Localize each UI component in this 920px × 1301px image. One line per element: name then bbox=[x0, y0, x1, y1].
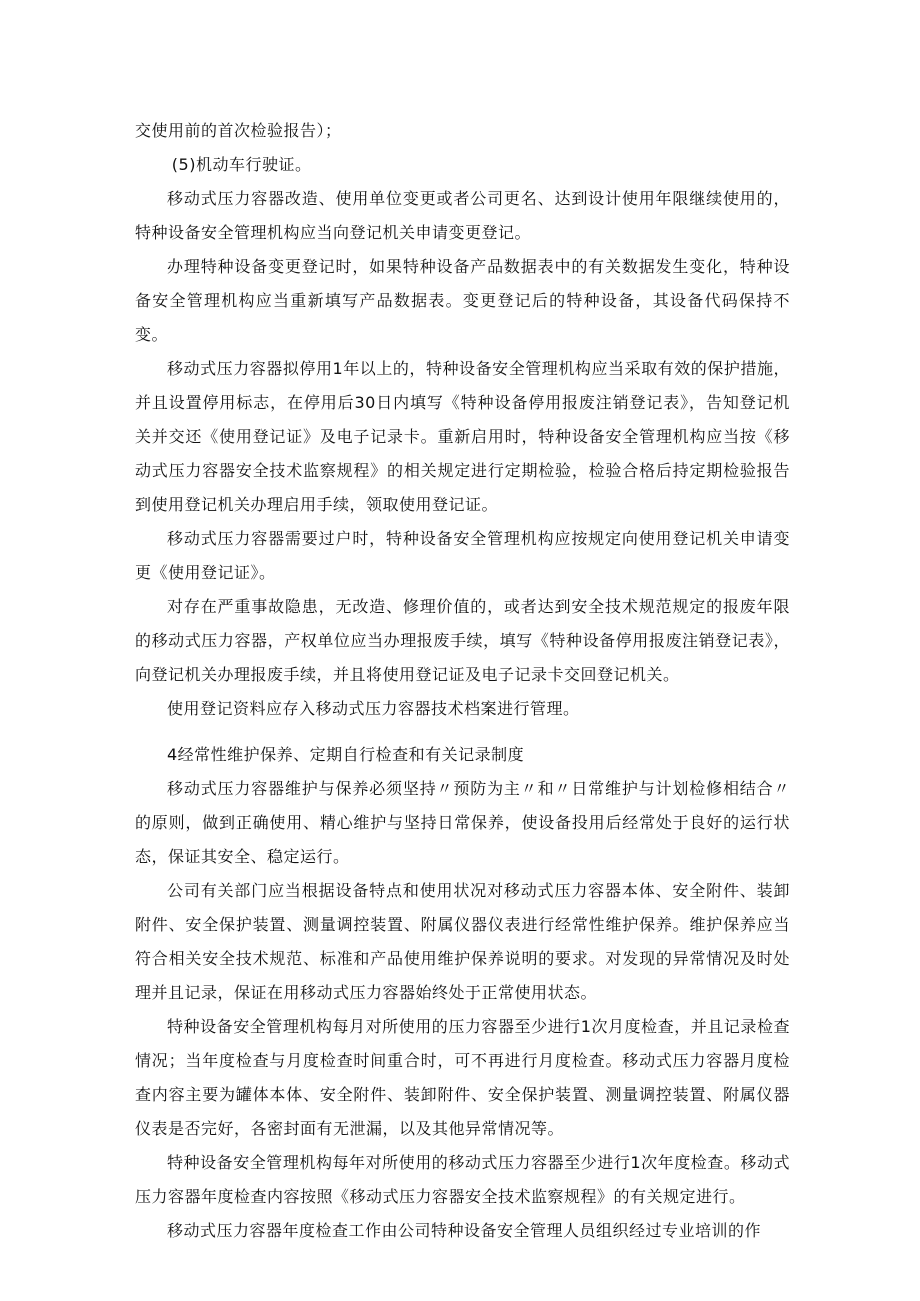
paragraph: 移动式压力容器维护与保养必须坚持〃预防为主〃和〃日常维护与计划检修相结合〃的原则，做到正确使用、精心维护与坚持日常保养，使设备投用后经常处于良好的运行状态，保证其安全、稳定运行。 bbox=[135, 779, 790, 866]
paragraph: 对存在严重事故隐患，无改造、修理价值的，或者达到安全技术规范规定的报废年限的移动式压力容器，产权单位应当办理报废手续，填写《特种设备停用报废注销登记表》，向登记机关办理报废手续，并且将使用登记证及电子记录卡交回登记机关。 bbox=[135, 597, 790, 684]
paragraph: 交使用前的首次检验报告）； bbox=[135, 121, 342, 140]
list-item-vehicle-license: (5)机动车行驶证。 bbox=[171, 155, 312, 174]
paragraph: 移动式压力容器改造、使用单位变更或者公司更名、达到设计使用年限继续使用的，特种设备安全管理机构应当向登记机关申请变更登记。 bbox=[135, 189, 790, 242]
section-heading: 4经常性维护保养、定期自行检查和有关记录制度 bbox=[167, 745, 525, 764]
paragraph: 特种设备安全管理机构每月对所使用的压力容器至少进行1次月度检查，并且记录检查情况；当年度检查与月度检查时间重合时，可不再进行月度检查。移动式压力容器月度检查内容主要为罐体本体、安全附件、装卸附件、安全保护装置、测量调控装置、附属仪器仪表是否完好，各密封面有无泄漏，以及其他异常情况等。 bbox=[135, 1017, 790, 1138]
paragraph: 移动式压力容器需要过户时，特种设备安全管理机构应按规定向使用登记机关申请变更《使用登记证》。 bbox=[135, 529, 790, 582]
paragraph: 办理特种设备变更登记时，如果特种设备产品数据表中的有关数据发生变化，特种设备安全管理机构应当重新填写产品数据表。变更登记后的特种设备，其设备代码保持不变。 bbox=[135, 257, 790, 344]
document-body bbox=[135, 114, 790, 1248]
paragraph: 使用登记资料应存入移动式压力容器技术档案进行管理。 bbox=[167, 699, 580, 718]
paragraph: 特种设备安全管理机构每年对所使用的移动式压力容器至少进行1次年度检查。移动式压力容器年度检查内容按照《移动式压力容器安全技术监察规程》的有关规定进行。 bbox=[135, 1153, 790, 1206]
paragraph: 公司有关部门应当根据设备特点和使用状况对移动式压力容器本体、安全附件、装卸附件、安全保护装置、测量调控装置、附属仪器仪表进行经常性维护保养。维护保养应当符合相关安全技术规范、标准和产品使用维护保养说明的要求。对发现的异常情况及时处理并且记录，保证在用移动式压力容器始终处于正常使用状态。 bbox=[135, 881, 790, 1002]
paragraph: 移动式压力容器拟停用1年以上的，特种设备安全管理机构应当采取有效的保护措施，并且设置停用标志，在停用后30日内填写《特种设备停用报废注销登记表》，告知登记机关并交还《使用登记证》及电子记录卡。重新启用时，特种设备安全管理机构应当按《移动式压力容器安全技术监察规程》的相关规定进行定期检验，检验合格后持定期检验报告到使用登记机关办理启用手续，领取使用登记证。 bbox=[135, 359, 790, 514]
paragraph: 移动式压力容器年度检查工作由公司特种设备安全管理人员组织经过专业培训的作 bbox=[167, 1221, 762, 1240]
